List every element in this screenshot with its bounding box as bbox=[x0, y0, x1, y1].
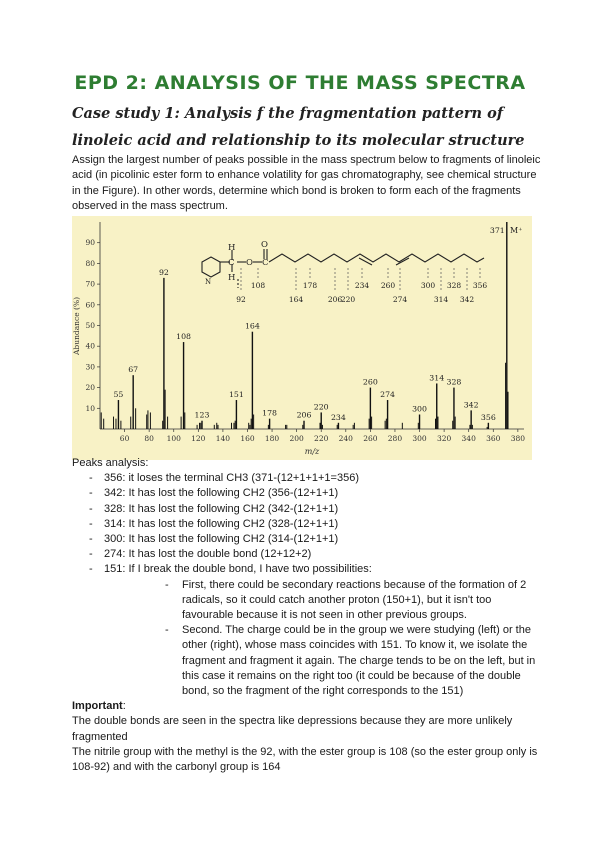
important-label: Important bbox=[72, 700, 123, 713]
y-tick-label: 30 bbox=[85, 362, 95, 372]
x-tick-label: 60 bbox=[119, 434, 130, 443]
alkyl-chain bbox=[269, 254, 484, 262]
x-tick-label: 380 bbox=[510, 434, 526, 443]
y-tick-label: 80 bbox=[85, 258, 95, 268]
x-tick-label: 340 bbox=[461, 434, 476, 443]
case-study-heading: Case study 1: Analysis f the fragmentation pattern of linoleic acid and relationship to its molecular structure bbox=[72, 105, 525, 149]
peak-label: 151 bbox=[228, 390, 244, 400]
possibilities-list bbox=[104, 578, 542, 700]
atom-h-bottom: H bbox=[228, 273, 236, 283]
x-tick-label: 80 bbox=[144, 434, 154, 443]
mass-spectrum-figure bbox=[72, 216, 532, 460]
x-tick-label: 260 bbox=[363, 434, 378, 443]
cleavage-label: 108 bbox=[250, 281, 266, 290]
x-tick-label: 120 bbox=[191, 434, 206, 443]
peak-label: 356 bbox=[480, 412, 496, 422]
x-tick-label: 140 bbox=[215, 434, 231, 443]
y-tick-label: 40 bbox=[85, 341, 95, 351]
peaks-heading: Peaks analysis: bbox=[72, 457, 149, 469]
analysis-section bbox=[72, 456, 542, 775]
peak-item-text: 151: If I break the double bond, I have two possibilities: bbox=[104, 563, 372, 576]
peaks-list bbox=[72, 471, 542, 699]
peak-label: 123 bbox=[194, 410, 210, 420]
peak-item: - 356: it loses the terminal CH3 (371-(12+1+1+1=356) bbox=[72, 471, 542, 486]
peak-item: - 328: It has lost the following CH2 (342-(12+1+1) bbox=[72, 502, 542, 517]
x-tick-label: 100 bbox=[166, 434, 181, 443]
x-tick-label: 320 bbox=[436, 434, 452, 443]
important-note: The nitrile group with the methyl is the 92, with the ester group is 108 (so the ester group only is 108-92) and with the carbonyl group is 164 bbox=[72, 745, 538, 774]
peak-label: 178 bbox=[262, 408, 278, 418]
cleavage-label: 274 bbox=[392, 295, 408, 304]
peak-label: 67 bbox=[128, 365, 139, 375]
peak-label: 342 bbox=[463, 400, 479, 410]
peak-label: 220 bbox=[313, 402, 329, 412]
peak-label: 371 bbox=[489, 226, 505, 235]
cleavage-label: 220 bbox=[340, 295, 356, 304]
x-tick-label: 300 bbox=[412, 434, 427, 443]
atom-c-carbonyl: C bbox=[262, 258, 269, 268]
atom-o-ester: O bbox=[246, 258, 253, 268]
page-title: EPD 2: ANALYSIS OF THE MASS SPECTRA bbox=[74, 72, 526, 94]
x-tick-label: 360 bbox=[486, 434, 501, 443]
cleavage-label: 314 bbox=[433, 295, 449, 304]
peak-label: 260 bbox=[362, 377, 378, 387]
x-tick-label: 180 bbox=[264, 434, 280, 443]
possibility-item: - Second. The charge could be in the group we were studying (left) or the other (right), whose mass coincides with 151. To know it, we isolate the fragment and fragment it again. The charge tends to be on the left, but in this case it remains on the right too (it could be because of the double bond, so the fragment of the right corresponds to the 151) bbox=[104, 623, 542, 699]
pyridine-ring bbox=[202, 257, 220, 277]
atom-o-carbonyl: O bbox=[261, 240, 268, 250]
linoleic-picolinate-structure bbox=[202, 249, 484, 288]
peak-item bbox=[72, 562, 542, 699]
cleavage-label: 178 bbox=[302, 281, 318, 290]
important-colon: : bbox=[122, 700, 126, 713]
important-heading bbox=[72, 699, 542, 714]
x-tick-label: 220 bbox=[314, 434, 329, 443]
y-tick-label: 70 bbox=[85, 279, 95, 289]
x-tick-label: 160 bbox=[240, 434, 255, 443]
peak-item: - 314: It has lost the following CH2 (328-(12+1+1) bbox=[72, 517, 542, 532]
cleavage-label: 356 bbox=[472, 281, 488, 290]
x-tick-label: 240 bbox=[338, 434, 353, 443]
peak-label: 164 bbox=[244, 321, 260, 331]
cleavage-label: 300 bbox=[420, 281, 436, 290]
peak-label: 108 bbox=[176, 332, 192, 342]
peak-item: - 300: It has lost the following CH2 (314-(12+1+1) bbox=[72, 532, 542, 547]
atom-c: C bbox=[228, 258, 235, 268]
cleavage-label: 260 bbox=[380, 281, 396, 290]
cleavage-label: 164 bbox=[288, 295, 304, 304]
y-tick-label: 60 bbox=[85, 300, 95, 310]
cleavage-label: 328 bbox=[446, 281, 462, 290]
y-tick-label: 50 bbox=[85, 321, 95, 330]
possibility-item: - First, there could be secondary reactions because of the formation of 2 radicals, so it could catch another proton (150+1), but it isn't too favourable because it is not seen in other previous groups. bbox=[104, 578, 542, 624]
important-note: The double bonds are seen in the spectra like depressions because they are more unlikely fragmented bbox=[72, 715, 513, 743]
peak-label: 92 bbox=[158, 267, 169, 277]
peak-label: 55 bbox=[113, 390, 124, 400]
peak-item: - 342: It has lost the following CH2 (356-(12+1+1) bbox=[72, 486, 542, 501]
peak-label: 274 bbox=[380, 390, 396, 400]
atom-h-top: H bbox=[228, 243, 236, 253]
cleavage-label: 206 bbox=[327, 295, 343, 304]
y-tick-label: 90 bbox=[85, 238, 95, 248]
peak-label: 234 bbox=[330, 412, 346, 422]
y-axis-label: Abundance (%) bbox=[72, 297, 81, 355]
molecular-ion-label: M⁺ bbox=[510, 226, 523, 235]
peak-label: 314 bbox=[429, 373, 445, 383]
peak-label: 300 bbox=[412, 404, 427, 414]
cleavage-label: 342 bbox=[459, 295, 475, 304]
peak-label: 206 bbox=[296, 410, 312, 420]
y-tick-label: 10 bbox=[85, 403, 95, 413]
atom-n: N bbox=[205, 278, 212, 286]
cleavage-label: 92 bbox=[236, 295, 246, 304]
peak-item: - 274: It has lost the double bond (12+12+2) bbox=[72, 547, 542, 562]
x-tick-label: 200 bbox=[289, 434, 304, 443]
peak-label: 328 bbox=[446, 377, 462, 387]
mass-spectrum-chart bbox=[72, 216, 532, 460]
x-axis-label: m/z bbox=[304, 447, 320, 456]
intro-paragraph: Assign the largest number of peaks possible in the mass spectrum below to fragments of linoleic acid (in picolinic ester form to enhance volatility for gas chromatography, see chemical structure in the Figure). In other words, determine which bond is broken to form each of the fragments observed in the mass spectrum. bbox=[72, 154, 541, 212]
y-tick-label: 20 bbox=[85, 383, 95, 393]
x-tick-label: 280 bbox=[387, 434, 403, 443]
cleavage-label: 234 bbox=[354, 281, 370, 290]
